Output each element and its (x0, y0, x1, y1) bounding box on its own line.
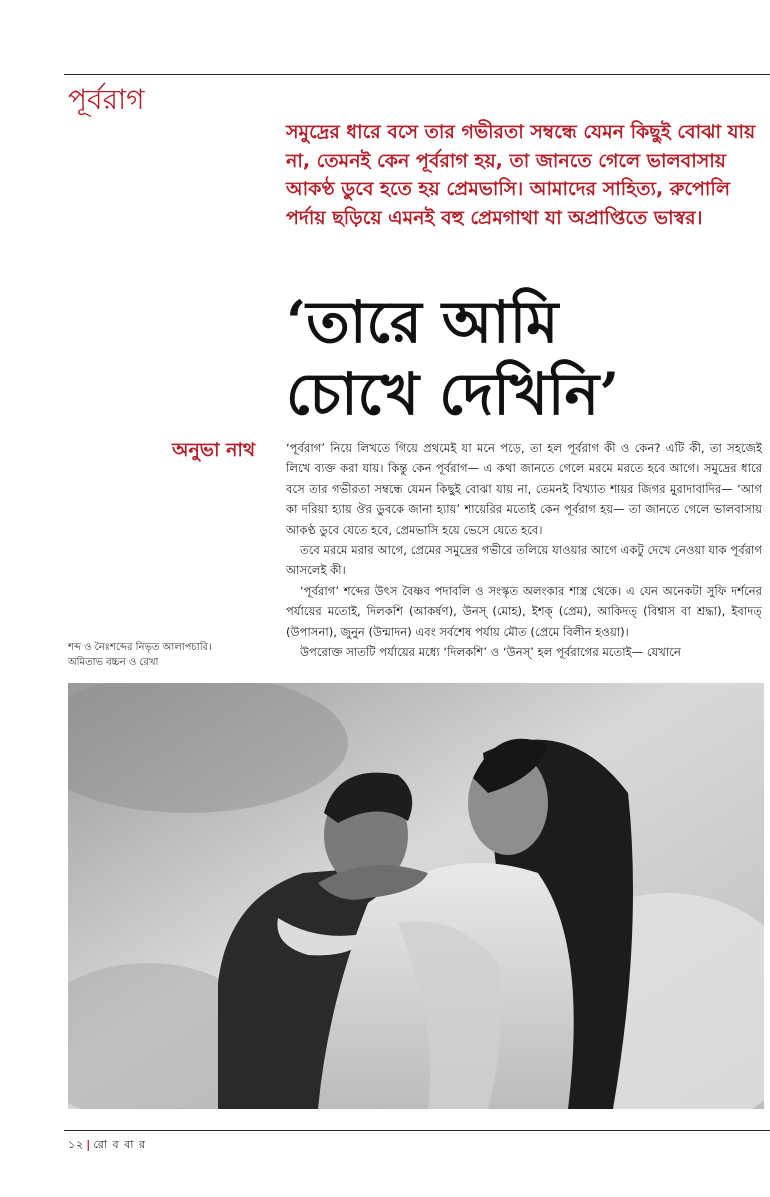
author-byline: অনুভা নাথ (172, 439, 256, 461)
section-label: পূর্বরাগ (68, 83, 145, 116)
folio-separator: | (86, 1138, 92, 1151)
photo-caption (68, 640, 268, 670)
body-paragraph-4: উপরোক্ত সাতটি পর্যায়ের মধ্যে ‘দিলকশি’ ও ‘উনস্’ হল পূর্বরাগের মতোই— যেখানে (300, 645, 681, 660)
body-paragraph-2: তবে মরমে মরার আগে, প্রেমের সমুদ্রের গভীরে তলিয়ে যাওয়ার আগে একটু দেখে নেওয়া যাক পূর্বরাগ আসলেই কী। (286, 543, 762, 578)
headline-line-1: ‘তারে আমি (286, 288, 559, 356)
intro-standfirst: সমুদ্রের ধারে বসে তার গভীরতা সম্বন্ধে যেমন কিছুই বোঝা যায় না, তেমনই কেন পূর্বরাগ হয়, তা জানতে গেলে ভালবাসায় আকণ্ঠ ডুবে হতে হয় প্রেমভাসি। আমাদের সাহিত্য, রুপোলি পর্দায় ছড়িয়ে এমনই বহু প্রেমগাথা যা অপ্রাপ্তিতে ভাস্বর। (286, 121, 756, 229)
caption-line-1: শব্দ ও নৈঃশব্দের নিভৃত আলাপচারি। (68, 642, 212, 653)
page-folio (68, 1136, 146, 1155)
top-rule (64, 74, 770, 75)
publication-name: রো ব বা র (93, 1138, 147, 1151)
body-paragraph-3: ‘পূর্বরাগ’ শব্দের উৎস বৈষ্ণব পদাবলি ও সংস্কৃত অলংকার শাস্ত্র থেকে। এ যেন অনেকটা সুফি দর্শনের পর্যায়ের মতোই, দিলকশি (আকর্ষণ), উনস্ (মোহ), ইশক্ (প্রেম), আকিদত্ (বিশ্বাস বা শ্রদ্ধা), ইবাদত্ (উপাসনা), জুনুন (উন্মাদন) এবং সর্বশেষ পর্যায় মৌত (প্রেমে বিলীন হওয়া)। (286, 583, 762, 639)
caption-line-2: অমিতাভ বচ্চন ও রেখা (68, 657, 159, 668)
article-body (286, 438, 762, 662)
page-number: ১২ (68, 1138, 85, 1151)
headline-line-2: চোখে দেখিনি’ (286, 360, 620, 428)
couple-photo (68, 683, 764, 1109)
body-paragraph-1: ‘পূর্বরাগ’ নিয়ে লিখতে গিয়ে প্রথমেই যা মনে পড়ে, তা হল পূর্বরাগ কী ও কেন? এটি কী, তা সহজেই লিখে ব্যক্ত করা যায়। কিন্তু কেন পূর্বরাগ— এ কথা জানতে গেলে মরমে মরতে হবে আগে। সমুদ্রের ধারে বসে তার গভীরতা সম্বন্ধে যেমন কিছুই বোঝা যায় না, তেমনই বিখ্যাত শায়র জিগর মুরাদাবাদির— ‘আগ কা দরিয়া হ্যায় ঔর ডুবকে জানা হ্যায়’ শায়েরির মতোই কেন পূর্বরাগ হয়— তা জানতে গেলে ভালবাসায় আকণ্ঠ ডুবে যেতে হবে, প্রেমভাসি হয়ে ভেসে যেতে হবে। (286, 441, 762, 537)
bottom-rule (64, 1130, 770, 1131)
headline (286, 286, 756, 430)
